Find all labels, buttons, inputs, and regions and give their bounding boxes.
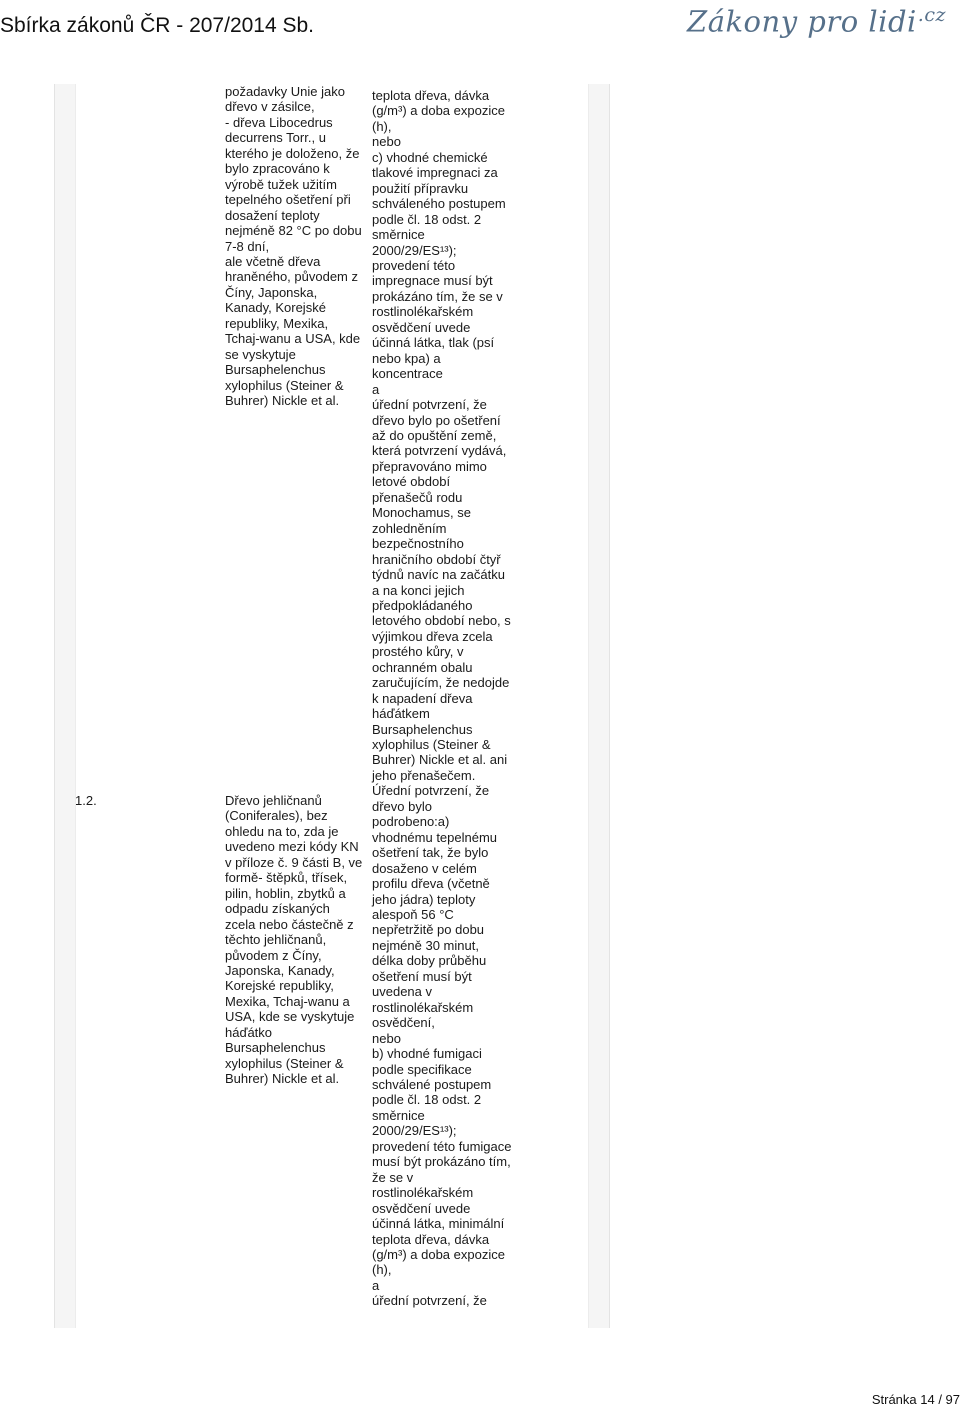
text-line: použití přípravku xyxy=(372,180,469,196)
text-line: republiky, Mexika, xyxy=(225,315,329,331)
text-line: jeho přenašečem. xyxy=(372,767,476,783)
text-line: účinná látka, tlak (psí xyxy=(372,335,495,351)
text-line: decurrens Torr., u xyxy=(225,130,326,146)
text-line: profilu dřeva (včetně xyxy=(372,876,490,892)
text-line: (h), xyxy=(372,1262,392,1278)
text-line: nebo kpa) a xyxy=(372,350,441,366)
text-line: Buhrer) Nickle et al. ani xyxy=(372,752,508,768)
text-line: dřevo v zásilce, xyxy=(225,99,315,115)
text-line: směrnice xyxy=(372,227,425,243)
text-line: úřední potvrzení, že xyxy=(372,1293,487,1309)
text-line: že se v xyxy=(372,1169,414,1185)
text-line: letové období xyxy=(372,474,451,490)
text-line: (g/m³) a doba expozice xyxy=(372,103,505,119)
text-line: ošetření musí být xyxy=(372,968,472,984)
text-line: nejméně 82 °C po dobu xyxy=(225,223,362,239)
text-line: předpokládaného xyxy=(372,597,473,613)
text-line: přenašečů rodu xyxy=(372,489,463,505)
text-line: podle čl. 18 odst. 2 xyxy=(372,1092,482,1108)
text-line: k napadení dřeva xyxy=(372,690,473,706)
row-1-description xyxy=(225,84,373,409)
text-line: provedení této fumigace xyxy=(372,1138,512,1154)
text-line: týdnů navíc na začátku xyxy=(372,567,505,583)
text-line: osvědčení, xyxy=(372,1015,435,1031)
text-line: prokázáno tím, že se v xyxy=(372,288,503,304)
text-line: dosaženo v celém xyxy=(372,860,477,876)
text-line: výjimkou dřeva zcela xyxy=(372,628,493,644)
brand-logo-text: Zákony pro lidi xyxy=(687,4,917,39)
text-line: Korejské republiky, xyxy=(225,978,334,994)
text-line: provedení této xyxy=(372,257,456,273)
text-line: a xyxy=(372,1277,380,1293)
text-line: rostlinolékařském xyxy=(372,304,474,320)
text-line: schváleného postupem xyxy=(372,196,506,212)
text-line: zaručujícím, že nedojde xyxy=(372,675,510,691)
text-line: pilin, hoblin, zbytků a xyxy=(225,885,346,901)
table-right-margin xyxy=(588,84,609,1328)
text-line: hraněného, původem z xyxy=(225,269,358,285)
text-line: v příloze č. 9 části B, ve xyxy=(225,854,363,870)
text-line: Mexika, Tchaj-wanu a xyxy=(225,993,350,1009)
text-line: prostého kůry, v xyxy=(372,644,464,660)
text-line: dřevo bylo xyxy=(372,798,432,814)
text-line: zohledněním xyxy=(372,520,447,536)
page-number: Stránka 14 / 97 xyxy=(871,1392,960,1407)
text-line: háďátko xyxy=(225,1024,273,1040)
text-line: dřevo bylo po ošetření xyxy=(372,412,501,428)
text-line: podle specifikace xyxy=(372,1061,472,1077)
text-line: b) vhodné fumigaci xyxy=(372,1046,482,1062)
text-line: těchto jehličnanů, xyxy=(225,932,327,948)
text-line: ošetření tak, že bylo xyxy=(372,845,489,861)
text-line: dosažení teploty xyxy=(225,207,320,223)
text-line: kterého je doloženo, že xyxy=(225,145,360,161)
text-line: nepřetržitě po dobu xyxy=(372,922,485,938)
text-line: hraničního období čtyř xyxy=(372,551,501,567)
text-line: Dřevo jehličnanů xyxy=(225,793,322,808)
text-line: Monochamus, se xyxy=(372,505,471,521)
text-line: směrnice xyxy=(372,1107,425,1123)
text-line: Úřední potvrzení, že xyxy=(372,783,490,799)
text-line: nebo xyxy=(372,134,401,150)
text-line: teplota dřeva, dávka xyxy=(372,1231,490,1247)
text-line: Buhrer) Nickle et al. xyxy=(225,393,340,409)
text-line: rostlinolékařském xyxy=(372,1185,474,1201)
text-line: c) vhodné chemické xyxy=(372,149,488,165)
text-line: nejméně 30 minut, xyxy=(372,937,479,953)
text-line: Kanady, Korejské xyxy=(225,300,326,316)
text-line: a xyxy=(372,381,380,397)
text-line: Japonska, Kanady, xyxy=(225,962,335,978)
text-line: háďátkem xyxy=(372,706,430,722)
text-line: se vyskytuje xyxy=(225,346,296,362)
text-line: jeho jádra) teploty xyxy=(372,891,476,907)
text-line: (g/m³) a doba expozice xyxy=(372,1246,505,1262)
text-line: osvědčení uvede xyxy=(372,1200,471,1216)
text-line: původem z Číny, xyxy=(225,947,322,963)
text-line: odpadu získaných xyxy=(225,901,330,917)
text-line: osvědčení uvede xyxy=(372,319,471,335)
text-line: bylo zpracováno k xyxy=(225,161,330,177)
text-line: letového období nebo, s xyxy=(372,613,511,629)
page-header xyxy=(0,0,960,46)
text-line: koncentrace xyxy=(372,366,443,382)
brand-logo-tld: .cz xyxy=(917,4,946,26)
text-line: tlakové impregnaci za xyxy=(372,165,498,181)
text-line: požadavky Unie jako xyxy=(225,84,345,99)
text-line: přepravováno mimo xyxy=(372,458,487,474)
text-line: xylophilus (Steiner & xyxy=(225,1055,344,1071)
text-line: musí být prokázáno tím, xyxy=(372,1154,511,1170)
document-title: Sbírka zákonů ČR - 207/2014 Sb. xyxy=(0,14,315,37)
brand-logo[interactable] xyxy=(687,4,946,39)
text-line: ale včetně dřeva xyxy=(225,253,321,269)
text-line: schválené postupem xyxy=(372,1077,492,1092)
text-line: Buhrer) Nickle et al. xyxy=(225,1071,340,1087)
text-line: a na konci jejich xyxy=(372,582,465,598)
text-line: tepelného ošetření při xyxy=(225,192,351,208)
text-line: Tchaj-wanu a USA, kde xyxy=(225,331,361,347)
text-line: až do opuštění země, xyxy=(372,427,497,443)
text-line: rostlinolékařském xyxy=(372,999,474,1015)
text-line: Bursaphelenchus xyxy=(372,721,473,737)
text-line: 2000/29/ES¹³); xyxy=(372,242,457,258)
requirements-column xyxy=(372,88,542,1309)
text-line: nebo xyxy=(372,1030,401,1046)
text-line: úřední potvrzení, že xyxy=(372,397,487,413)
text-line: alespoň 56 °C xyxy=(372,907,454,923)
text-line: Bursaphelenchus xyxy=(225,1040,326,1056)
text-line: formě- štěpků, třísek, xyxy=(225,870,348,886)
row-2-number: 1.2. xyxy=(75,793,97,808)
text-line: (h), xyxy=(372,118,392,134)
table-left-margin xyxy=(55,84,76,1328)
text-line: podrobeno:a) xyxy=(372,814,450,830)
text-line: uvedeno mezi kódy KN xyxy=(225,839,359,855)
text-line: ohledu na to, zda je xyxy=(225,823,339,839)
text-line: zcela nebo částečně z xyxy=(225,916,354,932)
text-line: xylophilus (Steiner & xyxy=(225,377,344,393)
text-line: teplota dřeva, dávka xyxy=(372,88,490,103)
text-line: vhodnému tepelnému xyxy=(372,829,498,845)
text-line: - dřeva Libocedrus xyxy=(225,114,333,130)
text-line: (Coniferales), bez xyxy=(225,808,328,824)
text-line: bezpečnostního xyxy=(372,536,464,552)
text-line: xylophilus (Steiner & xyxy=(372,737,491,753)
text-line: USA, kde se vyskytuje xyxy=(225,1009,355,1025)
text-line: podle čl. 18 odst. 2 xyxy=(372,211,482,227)
text-line: 7-8 dní, xyxy=(225,238,270,254)
text-line: výrobě tužek užitím xyxy=(225,176,337,192)
text-line: ochranném obalu xyxy=(372,659,473,675)
text-line: délka doby průběhu xyxy=(372,953,487,969)
text-line: která potvrzení vydává, xyxy=(372,443,507,459)
row-2-description xyxy=(225,793,375,1087)
text-line: účinná látka, minimální xyxy=(372,1216,505,1232)
text-line: Číny, Japonska, xyxy=(225,284,318,300)
text-line: impregnace musí být xyxy=(372,273,493,289)
text-line: uvedena v xyxy=(372,984,432,1000)
text-line: 2000/29/ES¹³); xyxy=(372,1123,457,1139)
text-line: Bursaphelenchus xyxy=(225,362,326,378)
